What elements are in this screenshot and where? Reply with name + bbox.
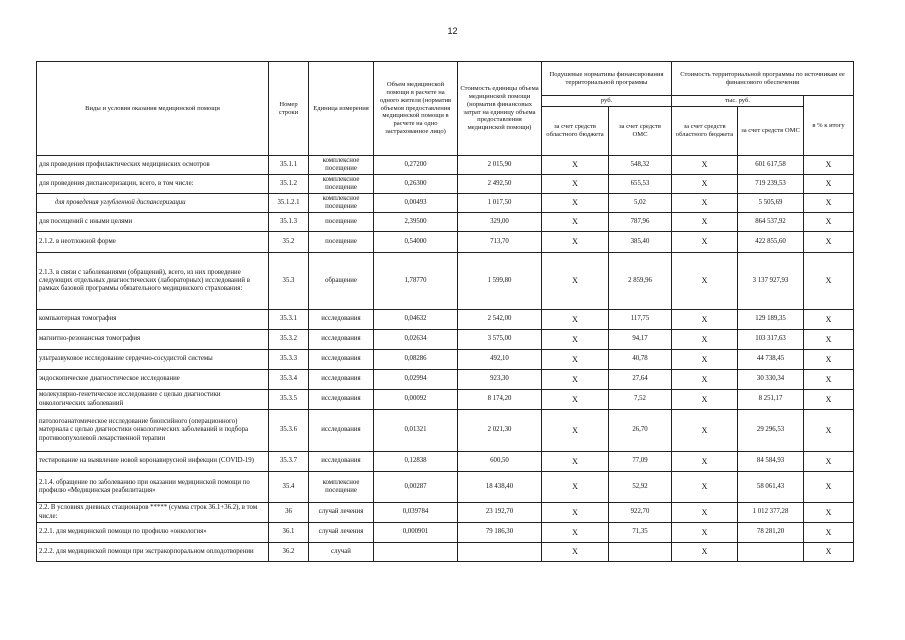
row-cost: 1 017,50 xyxy=(458,194,542,213)
row-pc-budget: X xyxy=(542,503,609,523)
header-pc-oms: за счет средств ОМС xyxy=(609,107,672,156)
row-pc-oms: 655,53 xyxy=(609,175,672,194)
row-pc-budget: X xyxy=(542,232,609,253)
row-kind: ультразвуковое исследование сердечно-сосудистой системы xyxy=(37,350,269,370)
row-pc-budget: X xyxy=(542,472,609,503)
row-percent: X xyxy=(804,370,854,390)
row-t-oms: 58 061,43 xyxy=(738,472,804,503)
row-t-oms xyxy=(738,543,804,562)
row-percent: X xyxy=(804,232,854,253)
row-pc-oms: 548,32 xyxy=(609,156,672,175)
row-volume xyxy=(374,543,458,562)
table-row xyxy=(37,370,854,390)
header-kind: Виды и условия оказания медицинской помощи xyxy=(37,62,269,156)
row-pc-oms: 27,64 xyxy=(609,370,672,390)
row-pc-oms: 94,17 xyxy=(609,330,672,350)
row-percent: X xyxy=(804,390,854,410)
row-t-budget: X xyxy=(672,452,738,472)
row-kind: 2.2.2. для медицинской помощи при экстракорпоральном оплодотворении xyxy=(37,543,269,562)
row-pc-budget: X xyxy=(542,350,609,370)
row-kind: 2.1.4. обращение по заболеванию при оказании медицинской помощи по профилю «Медицинская реабилитация» xyxy=(37,472,269,503)
row-pc-budget: X xyxy=(542,452,609,472)
row-kind: магнитно-резонансная томография xyxy=(37,330,269,350)
row-percent: X xyxy=(804,330,854,350)
table-row xyxy=(37,194,854,213)
table-row xyxy=(37,232,854,253)
row-pc-budget: X xyxy=(542,410,609,452)
row-kind: патологоанатомическое исследование биопсийного (операционного) материала с целью диагностики онкологических заболеваний и подбора противоопухолевой лекарственной терапии xyxy=(37,410,269,452)
header-pc-budget: за счет средств областного бюджета xyxy=(542,107,609,156)
row-cost: 1 599,80 xyxy=(458,253,542,310)
row-kind: эндоскопическое диагностическое исследование xyxy=(37,370,269,390)
row-volume: 0,04632 xyxy=(374,310,458,330)
row-cost: 600,50 xyxy=(458,452,542,472)
row-t-oms: 129 189,35 xyxy=(738,310,804,330)
row-percent: X xyxy=(804,503,854,523)
row-pc-budget: X xyxy=(542,194,609,213)
row-unit: исследования xyxy=(309,350,374,370)
row-cost: 329,00 xyxy=(458,213,542,232)
row-percent: X xyxy=(804,472,854,503)
table-row xyxy=(37,452,854,472)
row-unit: случай xyxy=(309,543,374,562)
row-unit: исследования xyxy=(309,452,374,472)
row-number: 35.2 xyxy=(269,232,309,253)
row-pc-budget: X xyxy=(542,213,609,232)
table-row xyxy=(37,330,854,350)
row-volume: 0,12838 xyxy=(374,452,458,472)
table-row xyxy=(37,390,854,410)
row-pc-oms: 7,52 xyxy=(609,390,672,410)
row-t-oms: 5 505,69 xyxy=(738,194,804,213)
table-row xyxy=(37,410,854,452)
row-t-budget: X xyxy=(672,350,738,370)
row-t-oms: 78 281,20 xyxy=(738,523,804,543)
row-t-oms: 864 537,92 xyxy=(738,213,804,232)
row-unit: комплексное посещение xyxy=(309,194,374,213)
row-number: 35.3.3 xyxy=(269,350,309,370)
row-pc-budget: X xyxy=(542,523,609,543)
table-row xyxy=(37,156,854,175)
row-cost xyxy=(458,543,542,562)
row-unit: случай лечения xyxy=(309,503,374,523)
row-volume: 0,01321 xyxy=(374,410,458,452)
row-pc-oms: 787,96 xyxy=(609,213,672,232)
row-kind: для посещений с иными целями xyxy=(37,213,269,232)
row-pc-oms: 52,92 xyxy=(609,472,672,503)
table-row xyxy=(37,213,854,232)
row-number: 36.2 xyxy=(269,543,309,562)
row-percent: X xyxy=(804,175,854,194)
header-unit: Единица измерения xyxy=(309,62,374,156)
row-t-budget: X xyxy=(672,330,738,350)
header-total-unit: тыс. руб. xyxy=(672,96,804,107)
row-number: 35.1.2.1 xyxy=(269,194,309,213)
row-t-budget: X xyxy=(672,472,738,503)
header-total: Стоимость территориальной программы по источникам ее финансового обеспечения xyxy=(672,62,854,96)
row-number: 35.3 xyxy=(269,253,309,310)
row-volume: 0,02994 xyxy=(374,370,458,390)
row-number: 35.3.7 xyxy=(269,452,309,472)
row-number: 35.1.1 xyxy=(269,156,309,175)
table-row xyxy=(37,253,854,310)
row-t-budget: X xyxy=(672,175,738,194)
header-per-capita: Подушевые нормативы финансирования территориальной программы xyxy=(542,62,672,96)
row-kind: компьютерная томография xyxy=(37,310,269,330)
row-pc-budget: X xyxy=(542,370,609,390)
row-percent: X xyxy=(804,253,854,310)
row-percent: X xyxy=(804,410,854,452)
row-number: 35.3.6 xyxy=(269,410,309,452)
row-volume: 0,02634 xyxy=(374,330,458,350)
row-volume: 0,000901 xyxy=(374,523,458,543)
row-pc-budget: X xyxy=(542,175,609,194)
row-unit: исследования xyxy=(309,310,374,330)
row-number: 35.4 xyxy=(269,472,309,503)
row-number: 36 xyxy=(269,503,309,523)
row-kind-text: для проведения углубленной диспансеризации xyxy=(55,198,186,206)
table-row xyxy=(37,310,854,330)
header-percent: в % к итогу xyxy=(804,96,854,156)
row-t-budget: X xyxy=(672,523,738,543)
row-pc-oms: 5,02 xyxy=(609,194,672,213)
row-unit: комплексное посещение xyxy=(309,472,374,503)
row-volume: 2,39500 xyxy=(374,213,458,232)
row-kind: 2.2.1. для медицинской помощи по профилю «онкология» xyxy=(37,523,269,543)
row-pc-oms: 117,75 xyxy=(609,310,672,330)
row-cost: 8 174,20 xyxy=(458,390,542,410)
row-volume: 0,26300 xyxy=(374,175,458,194)
row-t-oms: 8 251,17 xyxy=(738,390,804,410)
row-pc-budget: X xyxy=(542,253,609,310)
row-pc-oms: 26,70 xyxy=(609,410,672,452)
header-t-oms: за счет средств ОМС xyxy=(738,107,804,156)
row-t-oms: 103 317,63 xyxy=(738,330,804,350)
row-percent: X xyxy=(804,156,854,175)
row-t-budget: X xyxy=(672,156,738,175)
row-unit: исследования xyxy=(309,390,374,410)
row-unit: комплексное посещение xyxy=(309,175,374,194)
header-per-capita-unit: руб. xyxy=(542,96,672,107)
row-pc-oms: 2 859,96 xyxy=(609,253,672,310)
row-unit: посещение xyxy=(309,213,374,232)
table-row xyxy=(37,350,854,370)
row-t-oms: 601 617,58 xyxy=(738,156,804,175)
row-kind: для проведения профилактических медицинских осмотров xyxy=(37,156,269,175)
row-number: 35.3.1 xyxy=(269,310,309,330)
row-volume: 0,039784 xyxy=(374,503,458,523)
row-t-oms: 1 012 377,28 xyxy=(738,503,804,523)
row-t-oms: 422 855,60 xyxy=(738,232,804,253)
row-number: 35.1.3 xyxy=(269,213,309,232)
row-t-budget: X xyxy=(672,503,738,523)
row-kind: 2.1.2. в неотложной форме xyxy=(37,232,269,253)
row-percent: X xyxy=(804,310,854,330)
row-t-oms: 3 137 927,93 xyxy=(738,253,804,310)
row-volume: 0,00092 xyxy=(374,390,458,410)
row-t-budget: X xyxy=(672,253,738,310)
row-volume: 0,27200 xyxy=(374,156,458,175)
row-volume: 0,00287 xyxy=(374,472,458,503)
row-cost: 713,70 xyxy=(458,232,542,253)
row-cost: 18 438,40 xyxy=(458,472,542,503)
row-percent: X xyxy=(804,194,854,213)
row-unit: посещение xyxy=(309,232,374,253)
row-t-budget: X xyxy=(672,370,738,390)
row-volume: 1,78770 xyxy=(374,253,458,310)
row-kind: тестирование на выявление новой коронавирусной инфекции (COVID-19) xyxy=(37,452,269,472)
page-number: 12 xyxy=(447,26,458,36)
header-cost: Стоимость единицы объема медицинской помощи (норматив финансовых затрат на единицу объема предоставления медицинской помощи) xyxy=(458,62,542,156)
row-percent: X xyxy=(804,350,854,370)
row-number: 36.1 xyxy=(269,523,309,543)
row-cost: 2 492,50 xyxy=(458,175,542,194)
row-t-budget: X xyxy=(672,232,738,253)
table-row xyxy=(37,543,854,562)
row-pc-budget: X xyxy=(542,310,609,330)
row-pc-budget: X xyxy=(542,390,609,410)
header-volume: Объем медицинской помощи в расчете на одного жителя (норматив объемов предоставления медицинской помощи в расчете на одно застрахованное лицо) xyxy=(374,62,458,156)
norms-table xyxy=(36,61,854,562)
row-volume: 0,08286 xyxy=(374,350,458,370)
row-number: 35.3.5 xyxy=(269,390,309,410)
row-number: 35.1.2 xyxy=(269,175,309,194)
row-t-budget: X xyxy=(672,390,738,410)
table-row xyxy=(37,175,854,194)
row-volume: 0,54000 xyxy=(374,232,458,253)
row-pc-oms: 922,70 xyxy=(609,503,672,523)
table-row xyxy=(37,503,854,523)
row-unit: обращение xyxy=(309,253,374,310)
row-unit: комплексное посещение xyxy=(309,156,374,175)
row-percent: X xyxy=(804,452,854,472)
row-number: 35.3.2 xyxy=(269,330,309,350)
row-cost: 3 575,00 xyxy=(458,330,542,350)
row-pc-budget: X xyxy=(542,156,609,175)
row-t-oms: 30 330,34 xyxy=(738,370,804,390)
row-kind: для проведения диспансеризации, всего, в том числе: xyxy=(37,175,269,194)
row-pc-oms xyxy=(609,543,672,562)
header-row-number: Номер строки xyxy=(269,62,309,156)
table-row xyxy=(37,523,854,543)
row-t-oms: 44 738,45 xyxy=(738,350,804,370)
row-pc-budget: X xyxy=(542,330,609,350)
row-cost: 79 186,30 xyxy=(458,523,542,543)
row-cost: 2 542,00 xyxy=(458,310,542,330)
row-unit: исследования xyxy=(309,330,374,350)
row-kind xyxy=(37,194,269,213)
row-t-budget: X xyxy=(672,194,738,213)
row-unit: исследования xyxy=(309,370,374,390)
row-percent: X xyxy=(804,523,854,543)
row-percent: X xyxy=(804,543,854,562)
row-cost: 492,10 xyxy=(458,350,542,370)
header-t-budget: за счет средств областного бюджета xyxy=(672,107,738,156)
row-t-oms: 719 239,53 xyxy=(738,175,804,194)
row-number: 35.3.4 xyxy=(269,370,309,390)
row-kind: 2.1.3. в связи с заболеваниями (обращений), всего, из них проведение следующих отдельных диагностических (лабораторных) исследований в рамках базовой программы обязательного медицинского страхования: xyxy=(37,253,269,310)
row-kind: молекулярно-генетическое исследование с целью диагностики онкологических заболеваний xyxy=(37,390,269,410)
row-pc-oms: 77,09 xyxy=(609,452,672,472)
row-volume: 0,00493 xyxy=(374,194,458,213)
row-pc-oms: 71,35 xyxy=(609,523,672,543)
row-pc-budget: X xyxy=(542,543,609,562)
row-t-budget: X xyxy=(672,213,738,232)
table-body xyxy=(37,156,854,562)
row-unit: случай лечения xyxy=(309,523,374,543)
row-percent: X xyxy=(804,213,854,232)
row-cost: 2 021,30 xyxy=(458,410,542,452)
row-t-budget: X xyxy=(672,310,738,330)
row-pc-oms: 40,78 xyxy=(609,350,672,370)
row-unit: исследования xyxy=(309,410,374,452)
row-t-oms: 84 584,93 xyxy=(738,452,804,472)
row-t-budget: X xyxy=(672,543,738,562)
row-cost: 2 015,90 xyxy=(458,156,542,175)
row-t-budget: X xyxy=(672,410,738,452)
row-pc-oms: 385,40 xyxy=(609,232,672,253)
row-kind: 2.2. В условиях дневных стационаров ***** (сумма строк 36.1+36.2), в том числе: xyxy=(37,503,269,523)
table-row xyxy=(37,472,854,503)
row-cost: 23 192,70 xyxy=(458,503,542,523)
row-cost: 923,30 xyxy=(458,370,542,390)
row-t-oms: 29 296,53 xyxy=(738,410,804,452)
